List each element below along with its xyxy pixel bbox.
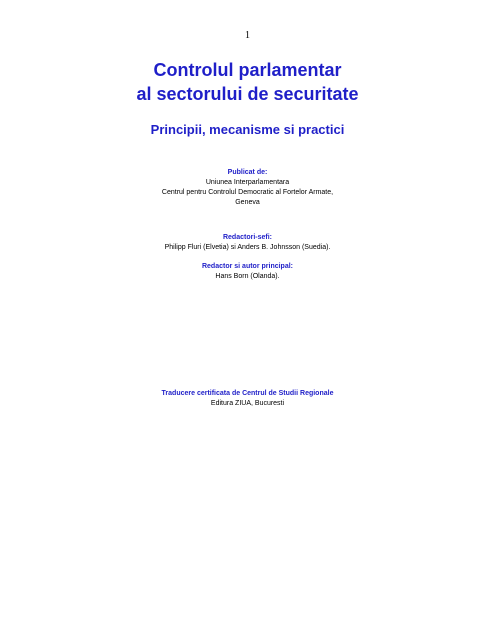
translation-heading: Traducere certificata de Centrul de Studii Regionale — [161, 390, 334, 397]
publisher-line: Centrul pentru Controlul Democratic al Fortelor Armate, — [161, 189, 334, 196]
page-number: 1 — [245, 30, 250, 41]
editors-section — [0, 233, 495, 253]
published-by-heading: Publicat de: — [227, 169, 268, 176]
translation-section — [0, 389, 495, 409]
publisher-line: Uniunea Interparlamentara — [205, 179, 290, 186]
published-by-section — [0, 168, 495, 208]
title-line-1: Controlul parlamentar — [153, 60, 342, 80]
principal-author-line: Hans Born (Olanda). — [215, 273, 280, 280]
editors-line: Philipp Fluri (Elvetia) si Anders B. Johnsson (Suedia). — [164, 244, 331, 251]
publisher-line: Geneva — [235, 199, 260, 206]
document-subtitle: Principii, mecanisme si practici — [150, 122, 345, 137]
principal-author-heading: Redactor si autor principal: — [201, 263, 294, 270]
document-title — [0, 58, 495, 106]
editors-heading: Redactori-sefi: — [222, 234, 272, 241]
translation-line: Editura ZIUA, Bucuresti — [210, 400, 285, 407]
principal-author-section — [0, 262, 495, 282]
title-line-2: al sectorului de securitate — [136, 84, 359, 104]
